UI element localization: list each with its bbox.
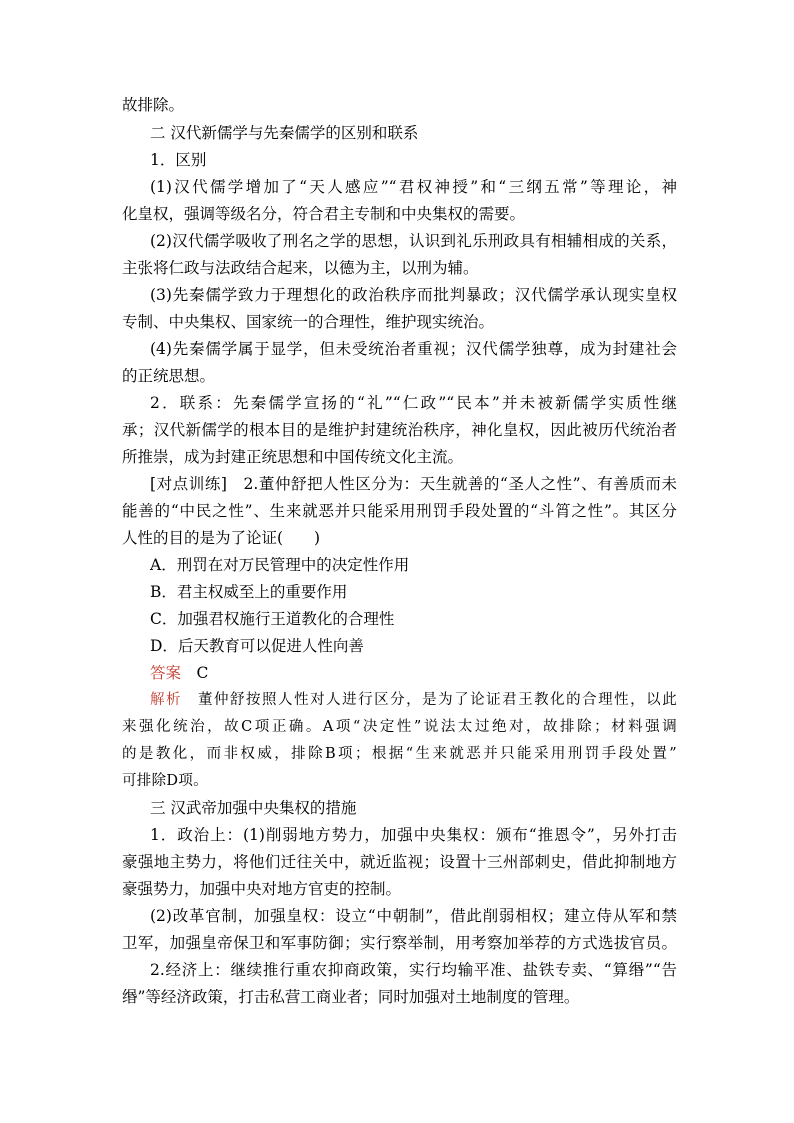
text-line: 所推崇，成为封建正统思想和中国传统文化主流。 xyxy=(122,448,464,466)
text-line: 2.经济上：继续推行重农抑商政策，实行均输平准、盐铁专卖、“算缗”“告 xyxy=(150,961,677,979)
text-line: 故排除。 xyxy=(122,96,185,114)
text-line: 化皇权，强调等级名分，符合君主专制和中央集权的需要。 xyxy=(122,205,526,223)
text-line: (3)先秦儒学致力于理想化的政治秩序而批判暴政；汉代儒学承认现实皇权 xyxy=(150,286,677,304)
question-stem: 能善的“中民之性”、生来就恶并只能采用刑罚手段处置的“斗筲之性”。其区分 xyxy=(122,502,677,520)
answer-label: 答案 xyxy=(150,664,182,682)
analysis-text: 董仲舒按照人性对人进行区分，是为了论证君王教化的合理性，以此 xyxy=(198,692,677,708)
analysis-line xyxy=(150,687,677,714)
analysis-text: 来强化统治，故C项正确。A项“决定性”说法太过绝对，故排除；材料强调 xyxy=(122,719,677,735)
text-line: (4)先秦儒学属于显学，但未受统治者重视；汉代儒学独尊，成为封建社会 xyxy=(150,340,677,358)
answer-value: C xyxy=(196,664,209,682)
text-line: 1．政治上：(1)削弱地方势力，加强中央集权：颁布“推恩令”，另外打击 xyxy=(150,826,677,844)
option-c: C．加强君权施行王道教化的合理性 xyxy=(150,610,395,628)
text-line: 的正统思想。 xyxy=(122,367,216,385)
option-b: B．君主权威至上的重要作用 xyxy=(150,583,348,601)
text-line: 2．联系：先秦儒学宣扬的“礼”“仁政”“民本”并未被新儒学实质性继 xyxy=(150,394,677,412)
subsection-heading: 1．区别 xyxy=(150,151,207,169)
text-line: (2)改革官制，加强皇权：设立“中朝制”，借此削弱相权；建立侍从军和禁 xyxy=(150,907,677,925)
analysis-text: 的是教化，而非权威，排除B项；根据“生来就恶并只能采用刑罚手段处置” xyxy=(122,746,677,762)
answer-line xyxy=(150,660,677,687)
section-heading: 三 汉武帝加强中央集权的措施 xyxy=(150,799,357,817)
analysis-label: 解析 xyxy=(150,692,183,708)
text-line: 卫军，加强皇帝保卫和军事防御；实行察举制，用考察加举荐的方式选拔官员。 xyxy=(122,934,677,952)
text-line: 承；汉代新儒学的根本目的是维护封建统治秩序，神化皇权，因此被历代统治者 xyxy=(122,421,677,439)
option-d: D．后天教育可以促进人性向善 xyxy=(150,637,364,655)
question-stem: 人性的目的是为了论证( ) xyxy=(122,529,321,547)
question-stem: [对点训练] 2.董仲舒把人性区分为：天生就善的“圣人之性”、有善质而未 xyxy=(150,475,677,493)
text-line: (1)汉代儒学增加了“天人感应”“君权神授”和“三纲五常”等理论，神 xyxy=(150,178,677,196)
option-a: A．刑罚在对万民管理中的决定性作用 xyxy=(150,556,410,574)
text-line: 缗”等经济政策，打击私营工商业者；同时加强对土地制度的管理。 xyxy=(122,988,580,1006)
section-heading: 二 汉代新儒学与先秦儒学的区别和联系 xyxy=(150,124,419,142)
text-line: 专制、中央集权、国家统一的合理性，维护现实统治。 xyxy=(122,313,495,331)
text-line: (2)汉代儒学吸收了刑名之学的思想，认识到礼乐刑政具有相辅相成的关系， xyxy=(150,232,677,250)
analysis-text: 可排除D项。 xyxy=(122,773,208,789)
text-line: 豪强地主势力，将他们迁往关中，就近监视；设置十三州部刺史，借此抑制地方 xyxy=(122,853,677,871)
text-line: 主张将仁政与法政结合起来，以德为主，以刑为辅。 xyxy=(122,259,479,277)
text-line: 豪强势力，加强中央对地方官吏的控制。 xyxy=(122,880,402,898)
